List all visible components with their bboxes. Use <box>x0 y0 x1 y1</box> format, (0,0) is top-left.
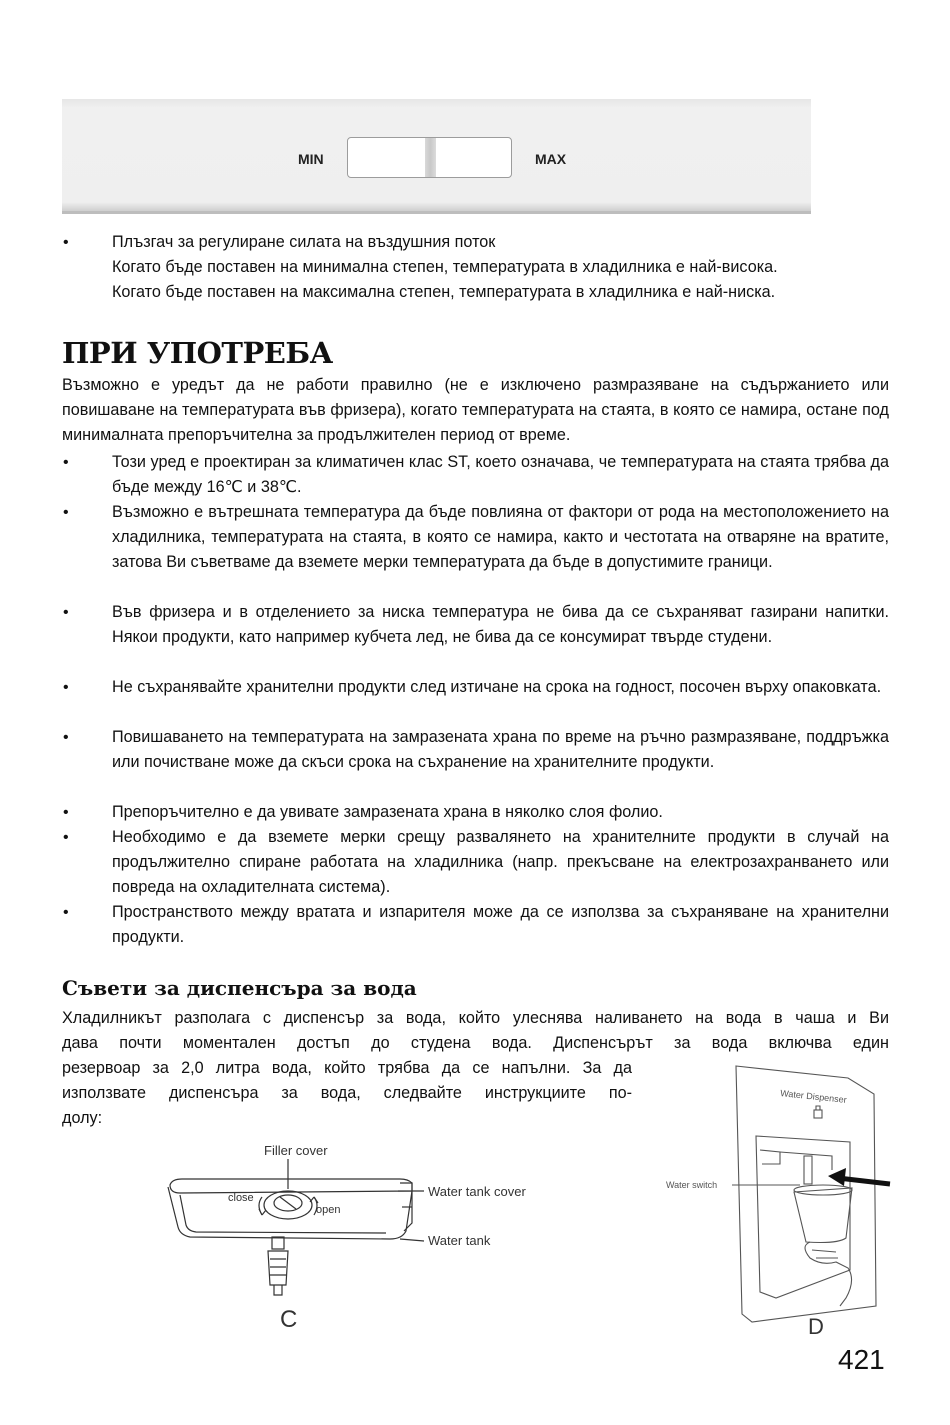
usage-intro-paragraph: Възможно е уредът да не работи правилно (не е изключено размразяване на съдържанието или повишаване на температурата във фризера), когато температурата на стаята, в която се намира, остане под минималната препоръчителна за продължителен период от време. <box>62 376 889 444</box>
bullet-mark: • <box>63 679 69 696</box>
usage-bullet-2: Възможно е вътрешната температура да бъде повлияна от фактори от рода на местоположението на хладилника, температурата на стаята, в която се намира, както и честотата на отваряне на вратите, затова Ви съветваме да вземете мерки температурата да бъде в допустимите граници. <box>112 503 889 571</box>
bullet-mark: • <box>63 729 69 746</box>
bullet-mark: • <box>63 604 69 621</box>
usage-heading: ПРИ УПОТРЕБА <box>62 336 333 370</box>
bullet-mark: • <box>63 804 69 821</box>
dispenser-heading: Съвети за диспенсъра за вода <box>62 976 417 1000</box>
water-dispenser-figure <box>660 1060 900 1340</box>
slider-min-label: MIN <box>298 151 324 167</box>
slider-max-label: MAX <box>535 151 567 167</box>
water-tank-cover-label: Water tank cover <box>428 1184 526 1199</box>
usage-bullet-8: Пространството между вратата и изпарителя може да се използва за съхраняване на хранителни продукти. <box>112 903 889 946</box>
bullet-mark: • <box>63 829 69 846</box>
bullet-mark: • <box>63 454 69 471</box>
filler-cover-label: Filler cover <box>264 1143 328 1158</box>
bullet-mark: • <box>63 904 69 921</box>
dispenser-line-4: използвате диспенсъра за вода, следвайте инструкциите по- <box>62 1084 632 1102</box>
close-label: close <box>228 1192 254 1204</box>
page-number: 421 <box>838 1344 885 1375</box>
usage-bullet-4: Не съхранявайте хранителни продукти след изтичане на срока на годност, посочен върху опаковката. <box>112 678 882 696</box>
bullet-mark: • <box>63 234 69 251</box>
open-label: open <box>316 1204 341 1216</box>
airflow-line-3: Когато бъде поставен на максимална степен, температурата в хладилника е най-ниска. <box>112 283 776 301</box>
usage-bullet-6: Препоръчително е да увивате замразената храна в няколко слоя фолио. <box>112 803 663 821</box>
figure-c-letter: C <box>280 1306 298 1333</box>
airflow-line-1: Плъзгач за регулиране силата на въздушния поток <box>112 233 496 251</box>
airflow-slider-knob <box>425 138 436 177</box>
dispenser-line-1: Хладилникът разполага с диспенсър за вода, който улеснява наливането на вода в чаша и Ви <box>62 1009 889 1027</box>
usage-bullet-3: Във фризера и в отделението за ниска температура не бива да се съхраняват газирани напитки. Някои продукти, като например кубчета лед, не бива да се консумират твърде студени. <box>112 603 889 646</box>
water-tank-label: Water tank <box>428 1233 491 1248</box>
figure-d-letter: D <box>808 1314 824 1339</box>
usage-bullet-1: Този уред е проектиран за климатичен клас ST, което означава, че температурата на стаята трябва да бъде между 16℃ и 38℃. <box>112 453 889 496</box>
water-switch-label: Water switch <box>666 1180 718 1190</box>
water-tank-figure <box>150 1135 550 1335</box>
airflow-line-2: Когато бъде поставен на минимална степен, температурата в хладилника е най-висока. <box>112 258 778 276</box>
usage-bullet-5: Повишаването на температурата на замразената храна по време на ръчно размразяване, поддръжка или почистване може да скъси срока на съхранение на хранителните продукти. <box>112 728 889 771</box>
dispenser-line-5: долу: <box>62 1109 103 1127</box>
bullet-mark: • <box>63 504 69 521</box>
water-dispenser-panel-title: Water Dispenser <box>779 1088 848 1105</box>
usage-bullet-7: Необходимо е да вземете мерки срещу развалянето на хранителните продукти в случай на продължително спиране работата на хладилника (напр. прекъсване на електрозахранването или повреда на охладителната система). <box>112 828 889 896</box>
dispenser-line-3: резервоар за 2,0 литра вода, който трябва да се напълни. За да <box>62 1059 632 1077</box>
airflow-slider-description <box>112 230 892 305</box>
dispenser-line-2: дава почти моментален достъп до студена вода. Диспенсърът за вода включва един <box>62 1034 889 1052</box>
